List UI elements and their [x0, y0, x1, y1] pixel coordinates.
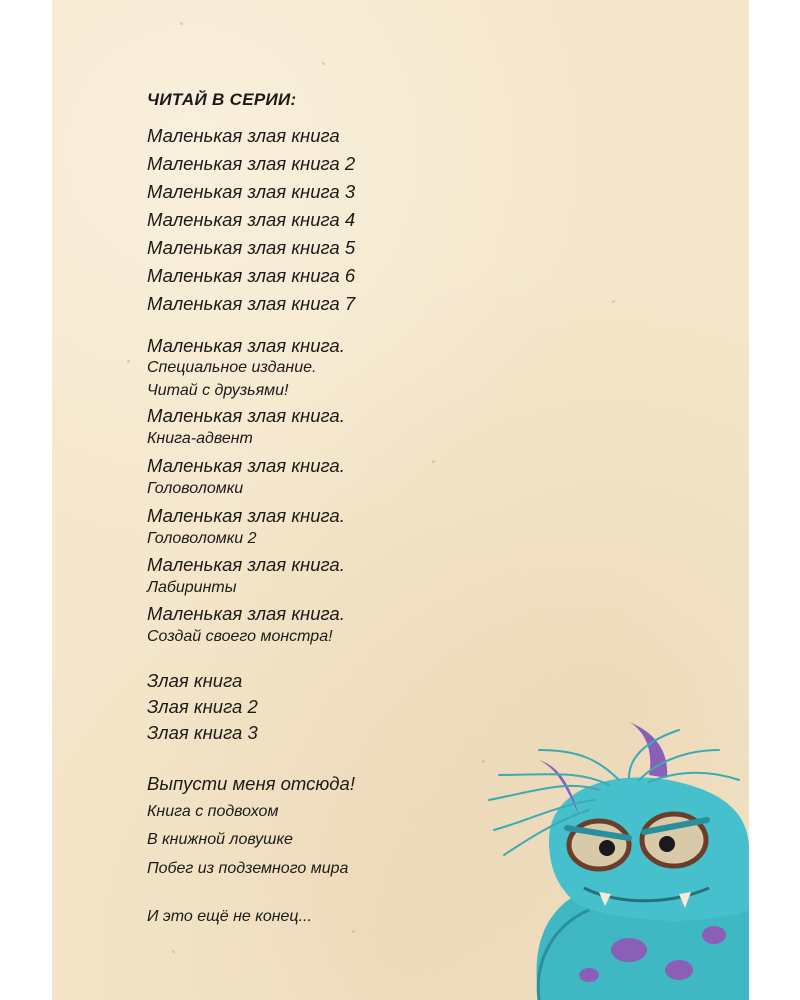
book-title: Маленькая злая книга — [147, 125, 340, 146]
book-title: Книга с подвохом — [147, 803, 279, 820]
paper-speck — [172, 950, 175, 953]
book-title: Маленькая злая книга. — [147, 405, 345, 426]
book-subtitle: Головоломки — [147, 480, 244, 497]
book-page — [52, 0, 749, 1000]
series-title: Выпусти меня отсюда! — [147, 773, 355, 794]
book-title: Маленькая злая книга 2 — [147, 153, 356, 174]
book-title: Побег из подземного мира — [147, 860, 349, 877]
book-title: Злая книга 2 — [147, 696, 258, 717]
book-title: Маленькая злая книга. — [147, 554, 345, 575]
paper-speck — [127, 360, 130, 363]
paper-speck — [432, 460, 435, 463]
book-title: Маленькая злая книга 4 — [147, 209, 356, 230]
book-subtitle: Книга-адвент — [147, 430, 253, 447]
monster-illustration — [479, 720, 749, 1000]
book-subtitle: Создай своего монстра! — [147, 628, 333, 645]
book-title: Маленькая злая книга. — [147, 603, 345, 624]
paper-speck — [180, 22, 183, 25]
book-title: Маленькая злая книга. — [147, 455, 345, 476]
book-subtitle: Лабиринты — [147, 579, 237, 596]
book-title: В книжной ловушке — [147, 831, 293, 848]
book-title: Маленькая злая книга. — [147, 505, 345, 526]
book-title: Маленькая злая книга 7 — [147, 293, 356, 314]
series-heading: ЧИТАЙ В СЕРИИ: — [147, 90, 297, 109]
closing-line: И это ещё не конец... — [147, 908, 312, 925]
book-title: Маленькая злая книга 3 — [147, 181, 356, 202]
book-title: Маленькая злая книга 5 — [147, 237, 356, 258]
book-title: Злая книга 3 — [147, 722, 258, 743]
paper-speck — [352, 930, 355, 933]
book-subtitle: Головоломки 2 — [147, 530, 257, 547]
paper-speck — [322, 62, 325, 65]
book-subtitle: Читай с друзьями! — [147, 382, 289, 399]
paper-speck — [612, 300, 615, 303]
book-title: Маленькая злая книга. — [147, 335, 345, 356]
book-subtitle: Специальное издание. — [147, 359, 317, 376]
book-title: Злая книга — [147, 670, 243, 691]
book-title: Маленькая злая книга 6 — [147, 265, 356, 286]
